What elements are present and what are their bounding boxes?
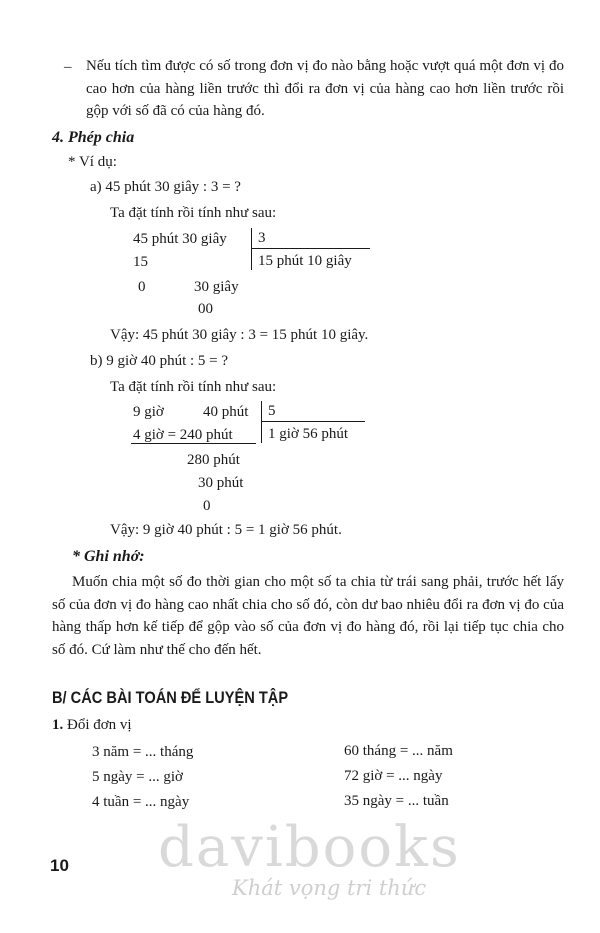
rem-b-3: 0: [203, 498, 211, 514]
division-bar-a: [251, 228, 252, 270]
exercise-1-number: 1.: [52, 717, 64, 733]
quotient-line-a: [251, 248, 370, 249]
section-4-title: 4. Phép chia: [52, 129, 135, 146]
note-title: * Ghi nhớ:: [72, 548, 145, 565]
part-b-question: b) 9 giờ 40 phút : 5 = ?: [90, 353, 229, 369]
rem-a-2: 30 giây: [194, 279, 239, 295]
divisor-b: 5: [268, 403, 276, 419]
divisor-a: 3: [258, 230, 266, 246]
exercise-item: 72 giờ = ... ngày: [344, 768, 443, 784]
part-a-instruction: Ta đặt tính rồi tính như sau:: [110, 205, 277, 221]
section-b-title: B/ CÁC BÀI TOÁN ĐỂ LUYỆN TẬP: [52, 688, 289, 707]
part-a-question: a) 45 phút 30 giây : 3 = ?: [90, 179, 241, 195]
exercise-1-title: 1. Đổi đơn vị: [52, 717, 132, 733]
rem-a-3: 00: [198, 301, 213, 317]
rem-b-2: 30 phút: [198, 475, 244, 491]
division-bar-b: [261, 401, 262, 443]
rem-a-1: 0: [138, 279, 146, 295]
subtraction-line-b: [131, 443, 256, 444]
bullet-dash: –: [64, 59, 72, 75]
dividend-b-minutes: 40 phút: [203, 404, 249, 420]
exercise-item: 5 ngày = ... giờ: [92, 769, 183, 785]
quotient-b: 1 giờ 56 phút: [268, 426, 349, 442]
dividend-b-hours: 9 giờ: [133, 404, 164, 420]
sub-a-1: 15: [133, 254, 148, 270]
note-paragraph: Muốn chia một số đo thời gian cho một số ta chia từ trái sang phải, trước hết lấy số của đơn vị đo hàng cao nhất chia cho số đó, còn dư bao nhiêu đổi ra đơn vị đo của hàng thấp hơn kế tiếp để gộp vào số của đơn vị đo hàng đó, rồi lại tiếp tục chia cho số đó. Cứ làm như thế cho đến hết.: [52, 574, 564, 658]
quotient-a: 15 phút 10 giây: [258, 253, 352, 269]
rem-b-1: 280 phút: [187, 452, 240, 468]
page-number: 10: [50, 856, 69, 875]
exercise-item: 4 tuần = ... ngày: [92, 794, 190, 810]
part-b-result: Vậy: 9 giờ 40 phút : 5 = 1 giờ 56 phút.: [110, 522, 342, 538]
exercise-item: 3 năm = ... tháng: [92, 744, 194, 760]
exercise-item: 35 ngày = ... tuần: [344, 793, 449, 809]
watermark-brand: davibooks: [158, 815, 461, 880]
intro-paragraph: Nếu tích tìm được có số trong đơn vị đo nào bằng hoặc vượt quá một đơn vị đo cao hơn của hàng liền trước thì đổi ra đơn vị của hàng cao hơn liền trước rồi gộp với số đã có của hàng đó.: [86, 58, 564, 119]
conversion-b: 4 giờ = 240 phút: [133, 427, 233, 443]
part-a-result: Vậy: 45 phút 30 giây : 3 = 15 phút 10 giây.: [110, 327, 369, 343]
quotient-line-b: [261, 421, 365, 422]
part-b-instruction: Ta đặt tính rồi tính như sau:: [110, 379, 277, 395]
example-label: * Ví dụ:: [68, 154, 117, 170]
exercise-item: 60 tháng = ... năm: [344, 743, 453, 759]
watermark-slogan: Khát vọng tri thức: [232, 876, 427, 900]
dividend-a: 45 phút 30 giây: [133, 231, 227, 247]
